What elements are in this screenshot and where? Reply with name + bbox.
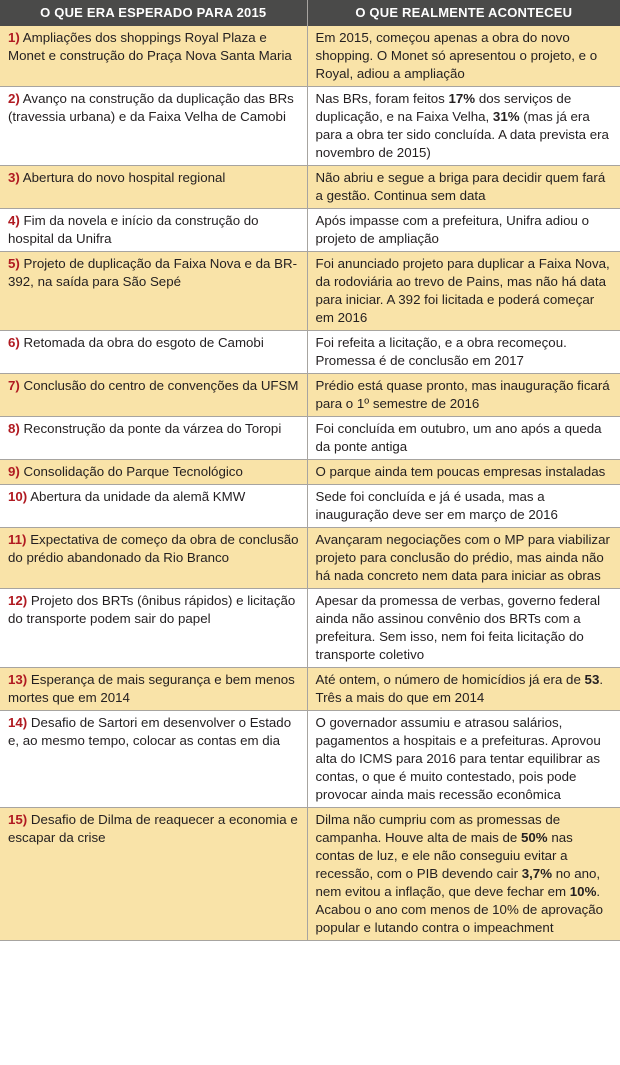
table-row (0, 711, 620, 808)
table-row (0, 808, 620, 941)
happened-cell (307, 485, 620, 528)
item-number: 13) (8, 672, 28, 687)
happened-text: Sede foi concluída e já é usada, mas a inauguração deve ser em março de 2016 (315, 489, 558, 522)
happened-text: Avançaram negociações com o MP para viabilizar projeto para conclusão do prédio, mas ainda não há nada concreto nem data para iniciar as obras (315, 532, 610, 583)
happened-text: Foi concluída em outubro, um ano após a queda da ponte antiga (315, 421, 602, 454)
item-number: 6) (8, 335, 20, 350)
expected-text: Desafio de Sartori em desenvolver o Estado e, ao mesmo tempo, colocar as contas em dia (8, 715, 292, 748)
highlight-figure: 53 (584, 672, 600, 687)
expected-text: Abertura do novo hospital regional (22, 170, 226, 185)
expected-cell (0, 209, 307, 252)
expected-cell (0, 252, 307, 331)
expected-text: Desafio de Dilma de reaquecer a economia e escapar da crise (8, 812, 298, 845)
highlight-figure: 3,7% (521, 866, 553, 881)
happened-text: (mas já era para a obra ter sido concluída. A data prevista era novembro de 2015) (315, 109, 609, 160)
expected-text: Abertura da unidade da alemã KMW (30, 489, 246, 504)
happened-text: Não abriu e segue a briga para decidir quem fará a gestão. Continua sem data (315, 170, 606, 203)
table-header (0, 0, 620, 26)
table-row (0, 331, 620, 374)
expected-cell (0, 668, 307, 711)
expected-text: Projeto de duplicação da Faixa Nova e da BR-392, na saída para São Sepé (8, 256, 298, 289)
item-number: 9) (8, 464, 20, 479)
happened-cell (307, 460, 620, 485)
item-number: 7) (8, 378, 20, 393)
table-row (0, 87, 620, 166)
happened-cell (307, 166, 620, 209)
expected-text: Avanço na construção da duplicação das BRs (travessia urbana) e da Faixa Velha de Camobi (8, 91, 294, 124)
item-number: 12) (8, 593, 28, 608)
happened-text: Apesar da promessa de verbas, governo federal ainda não assinou convênio dos BRTs com a prefeitura. Sem isso, nem foi feita licitação do transporte coletivo (315, 593, 601, 662)
happened-cell (307, 417, 620, 460)
happened-cell (307, 668, 620, 711)
table-row (0, 374, 620, 417)
expected-cell (0, 528, 307, 589)
happened-text: Até ontem, o número de homicídios já era de (315, 672, 585, 687)
item-number: 4) (8, 213, 20, 228)
happened-text: O parque ainda tem poucas empresas instaladas (315, 464, 606, 479)
happened-text: Dilma não cumpriu com as promessas de campanha. Houve alta de mais de (315, 812, 561, 845)
expected-text: Retomada da obra do esgoto de Camobi (23, 335, 264, 350)
table-row (0, 589, 620, 668)
header-expected: O QUE ERA ESPERADO PARA 2015 (0, 0, 307, 26)
happened-text: Em 2015, começou apenas a obra do novo shopping. O Monet só apresentou o projeto, e o Royal, adiou a ampliação (315, 30, 598, 81)
item-number: 10) (8, 489, 28, 504)
table-row (0, 417, 620, 460)
expected-text: Reconstrução da ponte da várzea do Toropi (23, 421, 282, 436)
highlight-figure: 10% (569, 884, 597, 899)
table-row (0, 252, 620, 331)
table-row (0, 166, 620, 209)
happened-cell (307, 209, 620, 252)
item-number: 3) (8, 170, 20, 185)
happened-cell (307, 374, 620, 417)
highlight-figure: 50% (521, 830, 548, 845)
expected-cell (0, 485, 307, 528)
item-number: 11) (8, 532, 27, 547)
happened-text: . Três a mais do que em 2014 (315, 672, 604, 705)
table-body (0, 26, 620, 941)
happened-cell (307, 528, 620, 589)
table-row (0, 26, 620, 87)
item-number: 2) (8, 91, 20, 106)
expected-cell (0, 808, 307, 941)
expected-cell (0, 417, 307, 460)
item-number: 14) (8, 715, 28, 730)
happened-cell (307, 87, 620, 166)
happened-text: Após impasse com a prefeitura, Unifra adiou o projeto de ampliação (315, 213, 589, 246)
expected-text: Fim da novela e início da construção do hospital da Unifra (8, 213, 259, 246)
table-row (0, 485, 620, 528)
expected-cell (0, 26, 307, 87)
happened-text: Foi refeita a licitação, e a obra recomeçou. Promessa é de conclusão em 2017 (315, 335, 567, 368)
expected-text: Conclusão do centro de convenções da UFSM (23, 378, 299, 393)
happened-cell (307, 252, 620, 331)
highlight-figure: 31% (492, 109, 520, 124)
happened-text: Foi anunciado projeto para duplicar a Faixa Nova, da rodoviária ao trevo de Pains, mas não há data para iniciar. A 392 foi licitada e poderá começar em 2016 (315, 256, 610, 325)
happened-cell (307, 589, 620, 668)
happened-text: no ano, nem evitou a inflação, que deve fechar em (315, 866, 601, 899)
happened-cell (307, 711, 620, 808)
highlight-figure: 17% (448, 91, 476, 106)
expected-cell (0, 589, 307, 668)
item-number: 5) (8, 256, 20, 271)
item-number: 15) (8, 812, 28, 827)
happened-text: Nas BRs, foram feitos (315, 91, 449, 106)
expected-cell (0, 711, 307, 808)
happened-text: dos serviços de duplicação, e na Faixa Velha, (315, 91, 572, 124)
expected-cell (0, 87, 307, 166)
expected-cell (0, 374, 307, 417)
header-happened: O QUE REALMENTE ACONTECEU (307, 0, 620, 26)
expected-text: Consolidação do Parque Tecnológico (23, 464, 243, 479)
header-row (0, 0, 620, 26)
item-number: 8) (8, 421, 20, 436)
expected-text: Expectativa de começo da obra de conclusão do prédio abandonado da Rio Branco (8, 532, 299, 565)
expected-text: Projeto dos BRTs (ônibus rápidos) e licitação do transporte podem sair do papel (8, 593, 296, 626)
happened-cell (307, 808, 620, 941)
happened-text: Prédio está quase pronto, mas inauguração ficará para o 1º semestre de 2016 (315, 378, 610, 411)
expected-cell (0, 460, 307, 485)
table-row (0, 460, 620, 485)
expected-text: Esperança de mais segurança e bem menos mortes que em 2014 (8, 672, 295, 705)
happened-text: O governador assumiu e atrasou salários, pagamentos a hospitais e a prefeituras. Aprovou alta do ICMS para 2016 para tentar equilibrar as contas, o que é muito contestado, pois pode provocar ainda mais recessão econômica (315, 715, 601, 802)
happened-text: . Acabou o ano com menos de 10% de aprovação popular e lutando contra o impeachment (315, 884, 604, 935)
happened-text: nas contas de luz, e ele não conseguiu evitar a recessão, com o PIB devendo cair (315, 830, 573, 881)
item-number: 1) (8, 30, 20, 45)
expected-cell (0, 331, 307, 374)
expected-text: Ampliações dos shoppings Royal Plaza e Monet e construção do Praça Nova Santa Maria (8, 30, 292, 63)
table-row (0, 209, 620, 252)
table-row (0, 668, 620, 711)
happened-cell (307, 331, 620, 374)
table-row (0, 528, 620, 589)
expected-cell (0, 166, 307, 209)
happened-cell (307, 26, 620, 87)
